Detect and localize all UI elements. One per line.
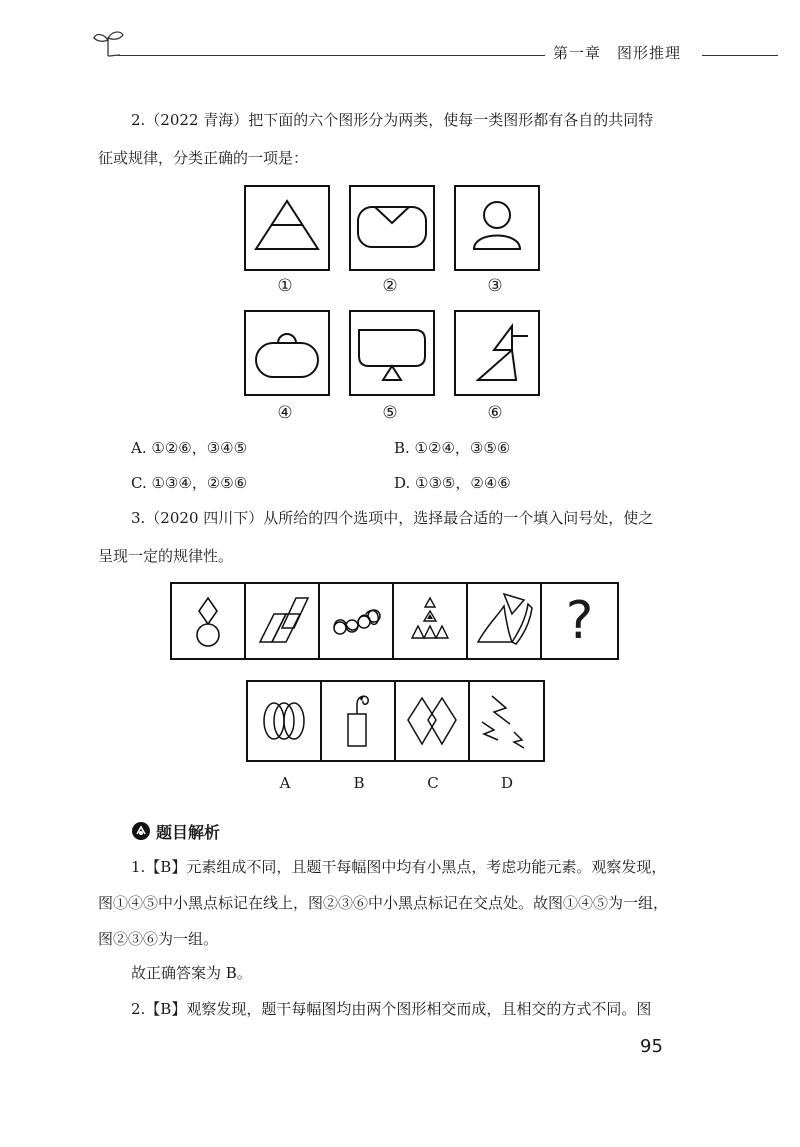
q3-options-strip	[246, 680, 545, 762]
q2-option-a[interactable]: A. ①②⑥，③④⑤	[131, 439, 248, 457]
q2-figure-num-6: ⑥	[487, 403, 503, 423]
q3-option-a-figure[interactable]	[248, 682, 322, 760]
q2-figure-1	[244, 185, 330, 271]
chapter-title: 第一章 图形推理	[553, 44, 682, 62]
q3-cell-2	[246, 584, 320, 658]
q3-option-label-b: B	[353, 774, 365, 792]
analysis-badge-icon	[132, 822, 150, 840]
header-rule-left	[118, 55, 545, 56]
q3-cell-4	[394, 584, 468, 658]
analysis-a1-line2: 图①④⑤中小黑点标记在线上，图②③⑥中小黑点标记在交点处。故图①④⑤为一组，	[98, 894, 669, 912]
q3-question-strip	[170, 582, 619, 660]
q3-cell-1	[172, 584, 246, 658]
q3-text-line2: 呈现一定的规律性。	[98, 547, 234, 565]
q2-figure-num-1: ①	[277, 276, 293, 296]
page-number: 95	[640, 1036, 663, 1057]
q3-option-d-figure[interactable]	[470, 682, 543, 760]
q2-figure-num-3: ③	[487, 276, 503, 296]
q3-option-label-a: A	[279, 774, 291, 792]
q3-option-b-figure[interactable]	[322, 682, 396, 760]
analysis-a1-line4: 故正确答案为 B。	[131, 964, 252, 982]
q2-figure-2	[349, 185, 435, 271]
q2-figure-5	[349, 310, 435, 396]
q2-option-b[interactable]: B. ①②④，③⑤⑥	[394, 439, 511, 457]
analysis-a1-line3: 图②③⑥为一组。	[98, 930, 219, 948]
q2-option-c[interactable]: C. ①③④，②⑤⑥	[131, 474, 248, 492]
analysis-a1-line1: 1.【B】元素组成不同，且题干每幅图中均有小黑点，考虑功能元素。观察发现，	[131, 858, 667, 876]
q3-cell-5	[468, 584, 542, 658]
q3-cell-3	[320, 584, 394, 658]
q3-cell-question	[542, 584, 617, 658]
q2-figure-num-4: ④	[277, 403, 293, 423]
analysis-a2-line1: 2.【B】观察发现，题干每幅图均由两个图形相交而成，且相交的方式不同。图	[131, 1000, 652, 1018]
q3-option-c-figure[interactable]	[396, 682, 470, 760]
sprout-icon	[92, 28, 126, 58]
q2-figure-num-2: ②	[382, 276, 398, 296]
q3-question-mark: ?	[565, 591, 594, 651]
q2-figure-6	[454, 310, 540, 396]
q2-figure-num-5: ⑤	[382, 403, 398, 423]
header-rule-right	[702, 55, 778, 56]
q3-text-line1: 3.（2020 四川下）从所给的四个选项中，选择最合适的一个填入问号处，使之	[131, 509, 654, 527]
q3-option-label-c: C	[427, 774, 439, 792]
q2-figure-3	[454, 185, 540, 271]
analysis-title: 题目解析	[156, 823, 221, 842]
q2-text-line2: 征或规律，分类正确的一项是：	[98, 149, 309, 167]
q3-option-label-d: D	[500, 774, 514, 792]
q2-text-line1: 2.（2022 青海）把下面的六个图形分为两类，使每一类图形都有各自的共同特	[131, 111, 654, 129]
q2-option-d[interactable]: D. ①③⑤，②④⑥	[394, 474, 511, 492]
q2-figure-4	[244, 310, 330, 396]
